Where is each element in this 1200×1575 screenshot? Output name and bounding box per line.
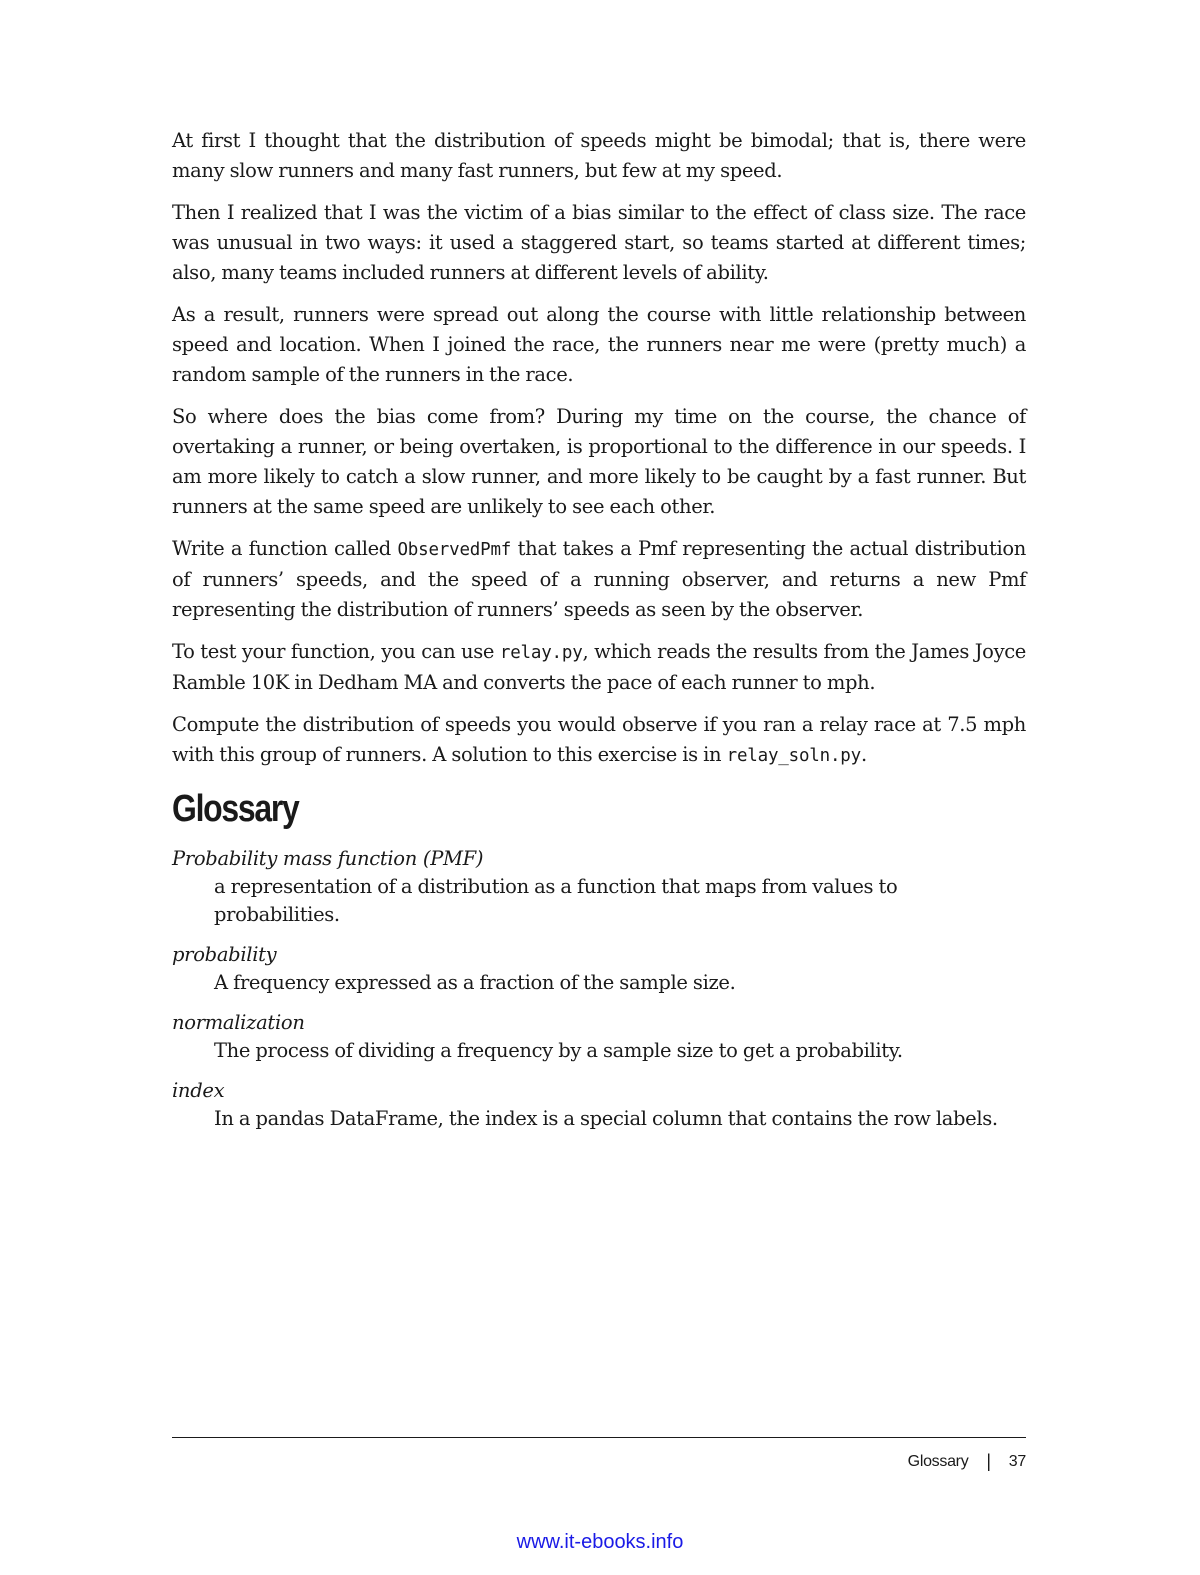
paragraph — [172, 300, 1026, 390]
page-number: 37 — [1008, 1452, 1026, 1470]
paragraph-text: Compute the distribution of speeds you would observe if you ran a relay race at 7.5 mph with this group of runners. A solution to this exercise is in — [172, 713, 1026, 766]
glossary-heading: Glossary — [172, 788, 299, 830]
footer-separator: | — [986, 1451, 991, 1471]
paragraph — [172, 534, 1026, 625]
paragraph-text: , which reads the results from the James Joyce Ramble 10K in Dedham MA and converts the pace of each runner to mph. — [172, 640, 1026, 694]
glossary-term: Probability mass function (PMF) — [172, 847, 484, 870]
paragraph-text: To test your function, you can use — [172, 640, 500, 663]
watermark-link[interactable]: www.it-ebooks.info — [516, 1531, 684, 1553]
glossary-term: normalization — [172, 1011, 305, 1034]
paragraph-text: . — [860, 743, 867, 766]
glossary-term: probability — [172, 943, 277, 966]
paragraph-text: Write a function called — [172, 537, 398, 560]
glossary-definition: The process of dividing a frequency by a sample size to get a probability. — [214, 1039, 903, 1062]
page-content — [172, 126, 1026, 1145]
paragraph-text: that takes a Pmf representing the actual distribution of runners’ speeds, and the speed of a running observer, and returns a new Pmf representing the distribution of runners’ speeds as seen by the observer. — [172, 537, 1026, 621]
inline-code: relay_soln.py — [726, 746, 861, 766]
paragraph — [172, 198, 1026, 288]
paragraph-text: As a result, runners were spread out along the course with little relationship between speed and location. When I joined the race, the runners near me were (pretty much) a random sample of the runners in the race. — [172, 303, 1026, 386]
paragraph — [172, 710, 1026, 771]
paragraph-text: At first I thought that the distribution of speeds might be bimodal; that is, there were many slow runners and many fast runners, but few at my speed. — [172, 129, 1026, 182]
inline-code: ObservedPmf — [397, 540, 512, 560]
glossary-definition: In a pandas DataFrame, the index is a special column that contains the row labels. — [214, 1107, 998, 1130]
page-footer — [908, 1451, 1026, 1472]
paragraph — [172, 126, 1026, 186]
glossary-term: index — [172, 1079, 225, 1102]
glossary-definition: A frequency expressed as a fraction of the sample size. — [214, 971, 736, 994]
paragraph — [172, 637, 1026, 698]
paragraph — [172, 402, 1026, 522]
paragraph-text: So where does the bias come from? During my time on the course, the chance of overtaking a runner, or being overtaken, is proportional to the difference in our speeds. I am more likely to catch a slow runner, and more likely to be caught by a fast runner. But runners at the same speed are unlikely to see each other. — [172, 405, 1026, 518]
footer-section-name: Glossary — [907, 1452, 969, 1470]
inline-code: relay.py — [499, 643, 583, 663]
footer-divider — [172, 1437, 1026, 1438]
paragraph-text: Then I realized that I was the victim of a bias similar to the effect of class size. The race was unusual in two ways: it used a staggered start, so teams started at different times; also, many teams included runners at different levels of ability. — [172, 201, 1026, 284]
glossary-list — [172, 845, 1026, 1133]
body-text — [172, 126, 1026, 771]
glossary-definition: a representation of a distribution as a function that maps from values to probabilities. — [214, 875, 898, 926]
